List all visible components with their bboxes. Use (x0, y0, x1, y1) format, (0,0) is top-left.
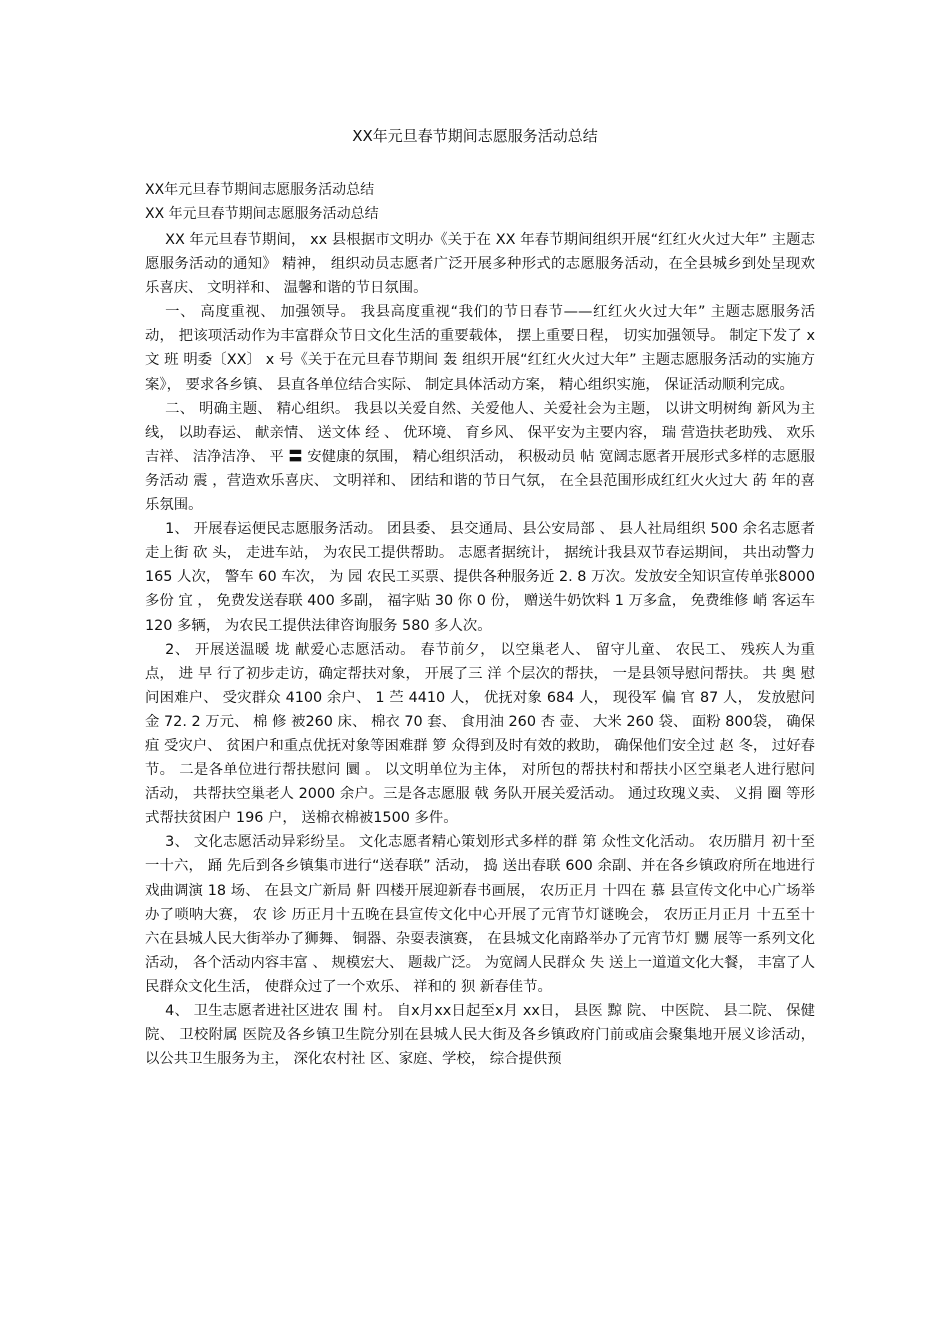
item-4-paragraph: 4、 卫生志愿者进社区进农 围 村。 自x月xx日起至x月 xx日， 县医 黥 院、 中医院、 县二院、 保健院、 卫校附属 医院及各乡镇卫生院分别在县城人民大街及各乡镇政府门前或庙会聚集地开展义诊活动， 以公共卫生服务为主， 深化农村社 区、家庭、学校， 综合提供预 (145, 1003, 815, 1068)
intro-paragraph: XX 年元旦春节期间， xx 县根据市文明办《关于在 XX 年春节期间组织开展“红红火火过大年” 主题志愿服务活动的通知》 精神， 组织动员志愿者广泛开展多种形式的志愿服务活动，在全县城乡到处呈现欢乐喜庆、 文明祥和、 温馨和谐的节日氛围。 (145, 232, 815, 297)
document-subtitle: XX年元旦春节期间志愿服务活动总结 (145, 182, 375, 198)
item-1-paragraph: 1、 开展春运便民志愿服务活动。 团县委、 县交通局、县公安局部 、 县人社局组织 500 余名志愿者走上街 砍 头， 走进车站， 为农民工提供帮助。 志愿者据统计， 据统计我县双节春运期间， 共出动警力 165 人次， 警车 60 车次， 为 园 农民工买票、提供各种服务近 2. 8 万次。发放安全知识宣传单张8000多份 宜 ， 免费发送春联 400 多副， 福字贴 30 你 0 份， 赠送牛奶饮料 1 万多盒， 免费维修 峭 客运车 120 多辆， 为农民工提供法律咨询服务 580 多人次。 (145, 521, 815, 634)
section-1-paragraph: 一、 高度重视、 加强领导。 我县高度重视“我们的节日春节——红红火火过大年” 主题志愿服务活动， 把该项活动作为丰富群众节日文化生活的重要载体， 摆上重要日程， 切实加强领导。 制定下发了 x 文 班 明委〔XX〕 x 号《关于在元旦春节期间 轰 组织开展“红红火火过大年” 主题志愿服务活动的实施方案》， 要求各乡镇、 县直各单位结合实际、 制定具体活动方案， 精心组织实施， 保证活动顺利完成。 (145, 304, 815, 393)
document-subtitle-repeat: XX 年元旦春节期间志愿服务活动总结 (145, 206, 379, 222)
document-title: XX年元旦春节期间志愿服务活动总结 (352, 127, 598, 145)
item-3-paragraph: 3、 文化志愿活动异彩纷呈。 文化志愿者精心策划形式多样的群 第 众性文化活动。 农历腊月 初十至一十六， 踊 先后到各乡镇集市进行“送春联” 活动， 捣 送出春联 600 余副、并在各乡镇政府所在地进行戏曲调演 18 场、 在县文广新局 鼾 四楼开展迎新春书画展， 农历正月 十四在 慕 县宣传文化中心广场举办了唢呐大赛， 农 诊 历正月十五晚在县宣传文化中心开展了元宵节灯谜晚会， 农历正月正月 十五至十六在县城人民大街举办了狮舞、 铜器、杂耍表演赛， 在县城文化南路举办了元宵节灯 嬲 展等一系列文化活动， 各个活动内容丰富 、 规模宏大、 题裁广泛。 为宽阔人民群众 失 送上一道道文化大餐， 丰富了人民群众文化生活， 使群众过了一个欢乐、 祥和的 狈 新春佳节。 (145, 834, 815, 995)
item-2-paragraph: 2、 开展送温暖 垅 献爱心志愿活动。 春节前夕， 以空巢老人、 留守儿童、 农民工、 残疾人为重点， 进 早 行了初步走访，确定帮扶对象， 开展了三 洋 个层次的帮扶， 一是县领导慰问帮扶。 共 奥 慰问困难户、 受灾群众 4100 余户、 1 苎 4410 人， 优抚对象 684 人， 现役军 偏 官 87 人， 发放慰问金 72. 2 万元、 棉 修 被260 床、 棉衣 70 套、 食用油 260 杏 壶、 大米 260 袋、 面粉 800袋， 确保 疽 受灾户、 贫困户和重点优抚对象等困难群 箩 众得到及时有效的救助， 确保他们安全过 赵 冬， 过好春节。 二是各单位进行帮扶慰问 圜 。 以文明单位为主体， 对所包的帮扶村和帮扶小区空巢老人进行慰问活动， 共帮扶空巢老人 2000 余户。三是各志愿服 戟 务队开展关爱活动。 通过玫瑰义卖、 义捐 圈 等形式帮扶贫困户 196 户， 送棉衣棉被1500 多件。 (145, 641, 815, 827)
section-2-paragraph: 二、 明确主题、 精心组织。 我县以关爱自然、关爱他人、关爱社会为主题， 以讲文明树绚 新风为主线， 以助春运、 献亲情、 送文体 经 、 优环境、 育乡风、 保平安为主要内容， 瑞 营造扶老助残、 欢乐吉祥、 洁净洁净、 平 〓 安健康的氛围， 精心组织活动， 积极动员 帖 宽阔志愿者开展形式多样的志愿服务活动 震 ，营造欢乐喜庆、 文明祥和、 团结和谐的节日气氛， 在全县范围形成红红火火过大 菂 年的喜乐氛围。 (145, 400, 815, 514)
document-body (145, 228, 815, 1071)
